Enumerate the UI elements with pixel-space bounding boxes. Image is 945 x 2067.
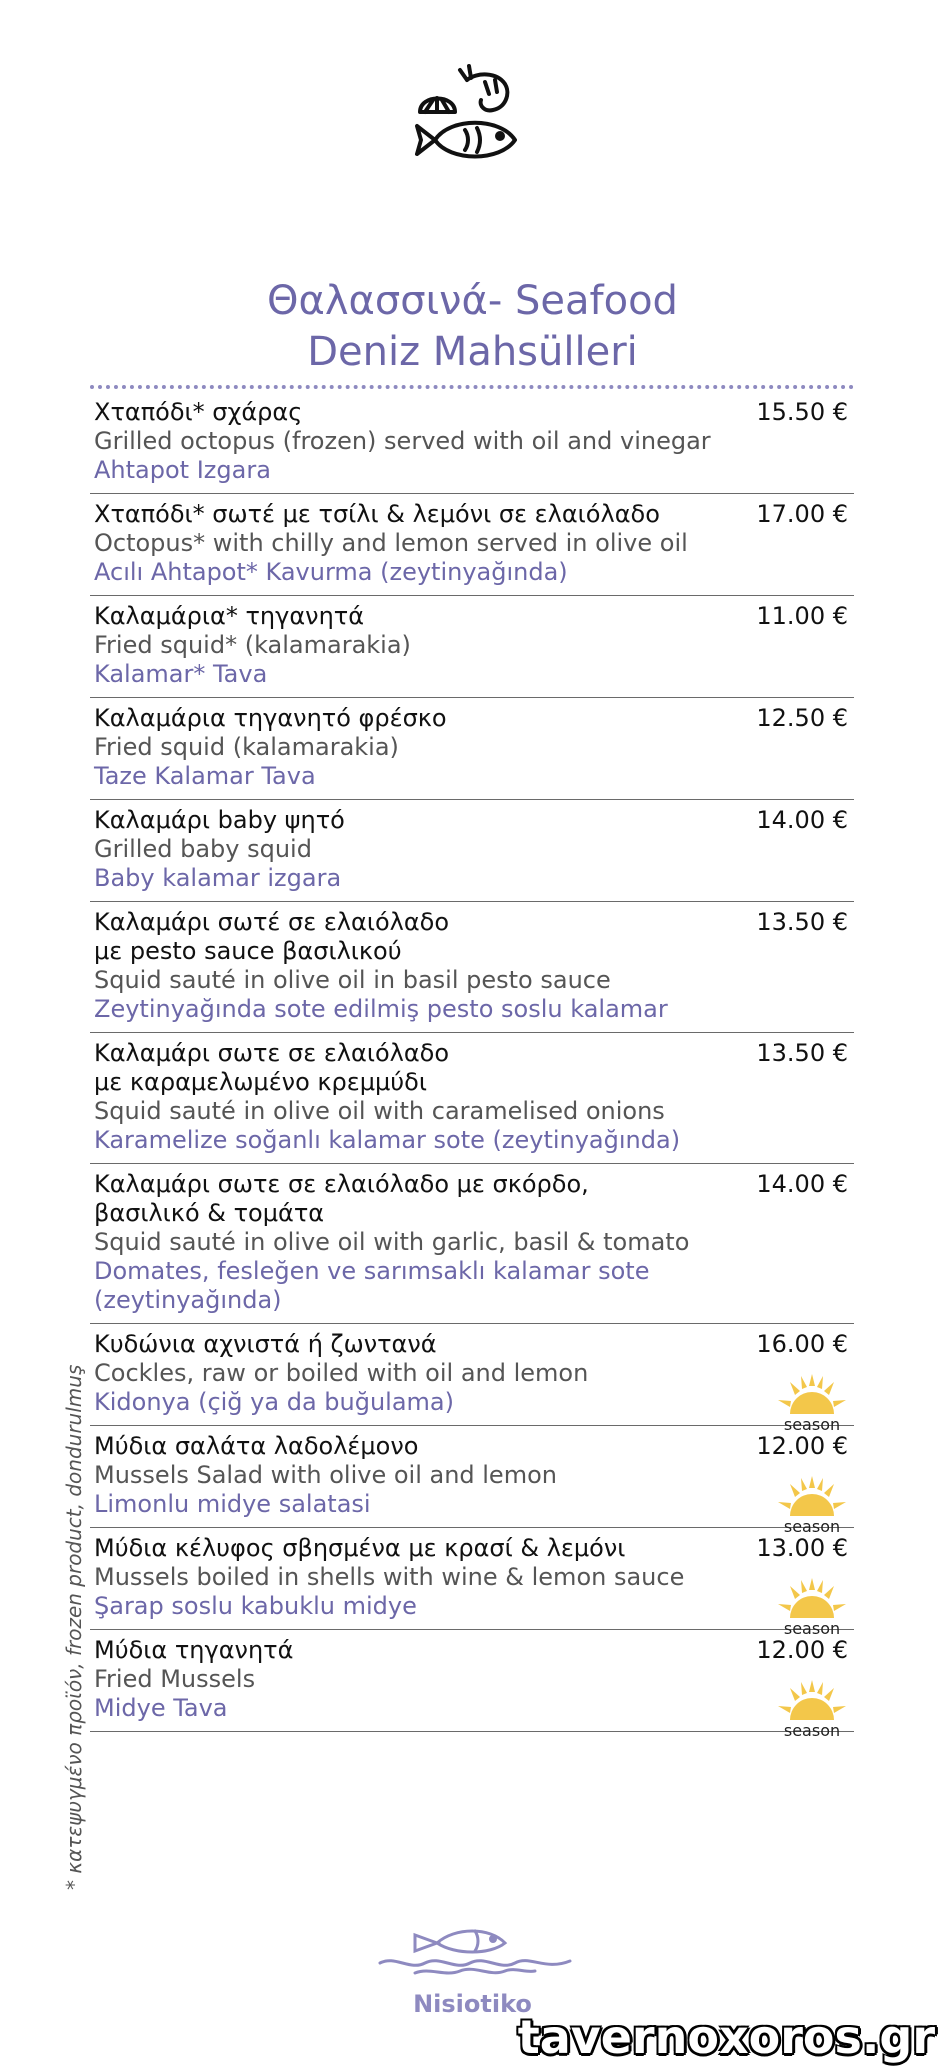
item-name-turkish: Midye Tava [94, 1694, 228, 1722]
item-name-turkish-line2: (zeytinyağında) [94, 1286, 282, 1314]
item-price: 13.50 € [756, 908, 848, 936]
item-name-greek: Καλαμάρια τηγανητό φρέσκο [94, 704, 447, 732]
page-title-line1: Θαλασσινά- Seafood [267, 278, 678, 324]
sun-icon [776, 1578, 848, 1620]
menu-list [90, 392, 854, 1740]
item-price: 14.00 € [756, 1170, 848, 1198]
item-name-english: Fried squid (kalamarakia) [94, 733, 399, 761]
item-price: 17.00 € [756, 500, 848, 528]
page-title-line2: Deniz Mahsülleri [307, 329, 638, 375]
item-name-turkish: Acılı Ahtapot* Kavurma (zeytinyağında) [94, 558, 568, 586]
menu-item-squid-onions [90, 1033, 854, 1164]
title-divider [90, 385, 854, 389]
item-name-english: Octopus* with chilly and lemon served in olive oil [94, 529, 688, 557]
item-name-turkish: Taze Kalamar Tava [94, 762, 316, 790]
item-name-english: Grilled baby squid [94, 835, 312, 863]
menu-item-octopus-chilly [90, 494, 854, 596]
item-price: 12.00 € [756, 1636, 848, 1664]
item-price: 14.00 € [756, 806, 848, 834]
item-name-english: Grilled octopus (frozen) served with oil and vinegar [94, 427, 711, 455]
item-name-turkish: Karamelize soğanlı kalamar sote (zeytinyağında) [94, 1126, 681, 1154]
watermark: tavernoxoros.gr [517, 2010, 935, 2064]
item-name-english: Fried squid* (kalamarakia) [94, 631, 411, 659]
menu-item-grilled-octopus [90, 392, 854, 494]
item-name-turkish: Baby kalamar izgara [94, 864, 342, 892]
seafood-icon [405, 62, 535, 177]
item-price: 16.00 € [756, 1330, 848, 1358]
menu-item-baby-squid [90, 800, 854, 902]
sun-icon [776, 1476, 848, 1518]
season-label: season [783, 1415, 841, 1434]
item-price: 11.00 € [756, 602, 848, 630]
sun-icon [776, 1680, 848, 1722]
item-name-greek: Χταπόδι* σχάρας [94, 398, 303, 426]
sun-icon [776, 1374, 848, 1416]
item-name-turkish: Kidonya (çiğ ya da buğulama) [94, 1388, 454, 1416]
item-name-greek-line2: με καραμελωμένο κρεμμύδι [94, 1068, 427, 1096]
item-name-greek-line2: με pesto sauce βασιλικού [94, 937, 402, 965]
item-name-greek: Καλαμάρια* τηγανητά [94, 602, 365, 630]
item-name-greek: Καλαμάρι σωτε σε ελαιόλαδο [94, 1039, 450, 1067]
item-name-turkish: Ahtapot Izgara [94, 456, 271, 484]
item-name-greek: Καλαμάρι baby ψητό [94, 806, 345, 834]
menu-item-fried-squid-frozen [90, 596, 854, 698]
item-name-english: Cockles, raw or boiled with oil and lemon [94, 1359, 589, 1387]
season-label: season [783, 1721, 841, 1740]
frozen-product-note: * κατεψυγμένο προϊόν, frozen product, dondurulmuş [62, 1364, 86, 1890]
item-name-english: Squid sauté in olive oil with caramelised onions [94, 1097, 665, 1125]
item-name-greek: Καλαμάρι σωτε σε ελαιόλαδο με σκόρδο, [94, 1170, 589, 1198]
item-name-english: Squid sauté in olive oil with garlic, basil & tomato [94, 1228, 690, 1256]
menu-item-cockles [90, 1324, 854, 1434]
season-label: season [783, 1517, 841, 1536]
menu-item-mussels-salad [90, 1426, 854, 1536]
season-label: season [783, 1619, 841, 1638]
item-name-english: Mussels Salad with olive oil and lemon [94, 1461, 557, 1489]
item-name-greek: Μύδια τηγανητά [94, 1636, 294, 1664]
menu-item-fried-squid-fresh [90, 698, 854, 800]
item-price: 12.50 € [756, 704, 848, 732]
brand-name: Nisiotiko [413, 1990, 532, 2018]
item-name-english: Fried Mussels [94, 1665, 256, 1693]
item-price: 13.00 € [756, 1534, 848, 1562]
item-name-greek: Καλαμάρι σωτέ σε ελαιόλαδο [94, 908, 450, 936]
item-name-greek: Κυδώνια αχνιστά ή ζωντανά [94, 1330, 437, 1358]
item-name-turkish: Limonlu midye salatasi [94, 1490, 371, 1518]
menu-item-squid-garlic-tomato [90, 1164, 854, 1324]
menu-item-mussels-wine [90, 1528, 854, 1638]
item-price: 12.00 € [756, 1432, 848, 1460]
item-price: 13.50 € [756, 1039, 848, 1067]
item-name-greek: Χταπόδι* σωτέ με τσίλι & λεμόνι σε ελαιόλαδο [94, 500, 660, 528]
item-name-turkish: Zeytinyağında sote edilmiş pesto soslu kalamar [94, 995, 668, 1023]
item-name-english: Squid sauté in olive oil in basil pesto sauce [94, 966, 611, 994]
item-price: 15.50 € [756, 398, 848, 426]
item-name-english: Mussels boiled in shells with wine & lemon sauce [94, 1563, 685, 1591]
item-name-turkish: Kalamar* Tava [94, 660, 268, 688]
item-name-turkish: Şarap soslu kabuklu midye [94, 1592, 417, 1620]
menu-item-fried-mussels [90, 1630, 854, 1740]
menu-item-squid-pesto [90, 902, 854, 1033]
season-badge [776, 1680, 848, 1742]
item-name-turkish: Domates, fesleğen ve sarımsaklı kalamar sote [94, 1257, 650, 1285]
item-name-greek: Μύδια σαλάτα λαδολέμονο [94, 1432, 419, 1460]
item-name-greek: Μύδια κέλυφος σβησμένα με κρασί & λεμόνι [94, 1534, 626, 1562]
item-name-greek-line2: βασιλικό & τομάτα [94, 1199, 325, 1227]
fish-waves-logo-icon [375, 1915, 575, 1975]
